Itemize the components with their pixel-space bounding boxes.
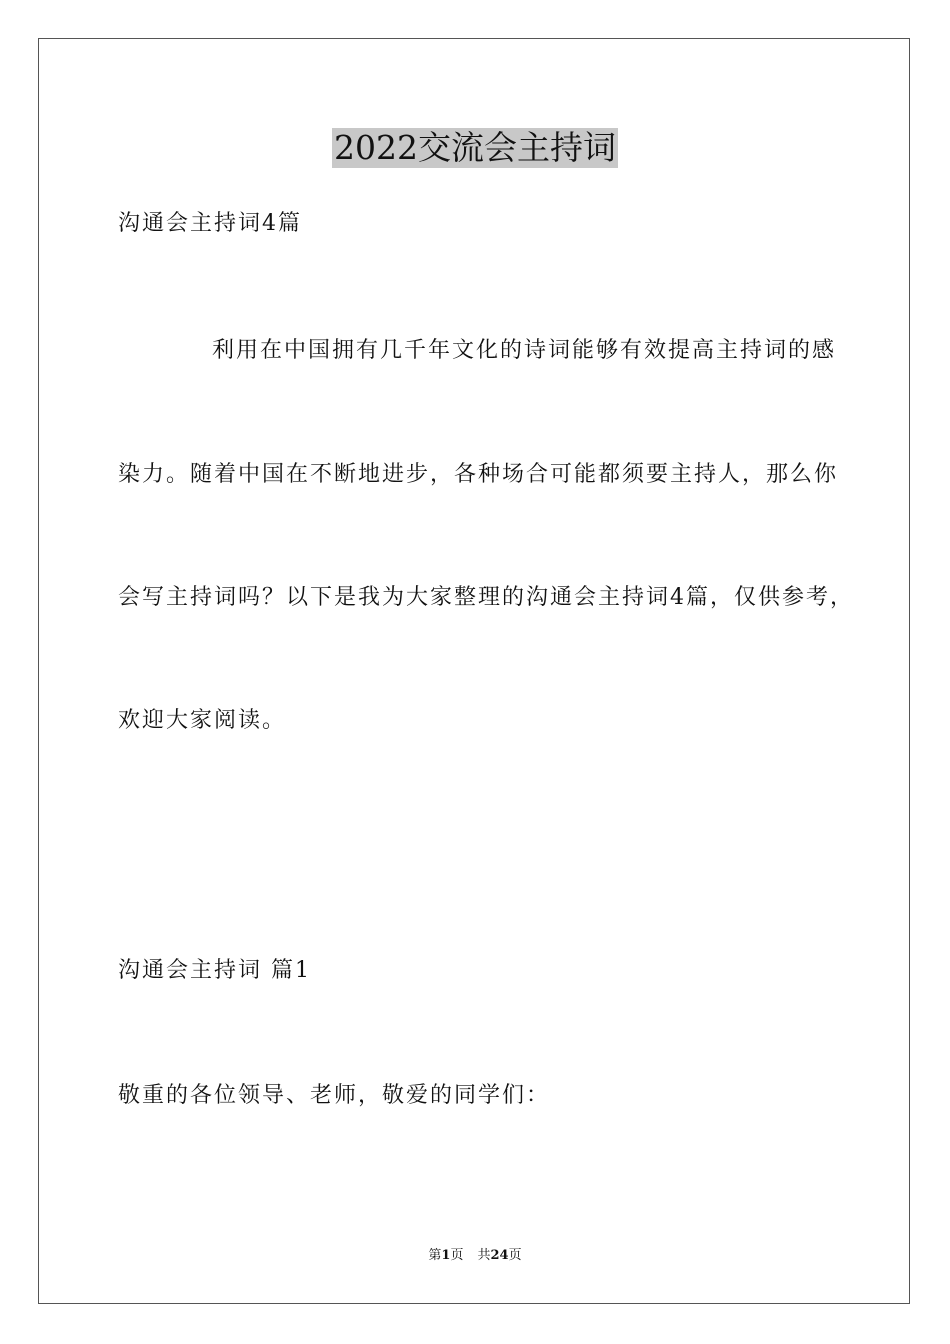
page-prefix: 第: [428, 1248, 442, 1263]
total-suffix: 页: [508, 1248, 522, 1263]
document-title: 2022交流会主持词: [334, 128, 616, 167]
intro-line-2: 染力。随着中国在不断地进步，各种场合可能都须要主持人，那么你: [118, 462, 839, 487]
page-footer: [0, 1247, 950, 1265]
section-heading: 沟通会主持词 篇1: [118, 958, 311, 983]
total-prefix: 共: [477, 1248, 491, 1263]
document-subtitle: 沟通会主持词4篇: [118, 211, 302, 236]
intro-line-1: 利用在中国拥有几千年文化的诗词能够有效提高主持词的感: [212, 338, 837, 363]
intro-line-3: 会写主持词吗？以下是我为大家整理的沟通会主持词4篇，仅供参考，: [118, 585, 854, 610]
page-number: 1: [441, 1248, 451, 1263]
page-suffix: 页: [450, 1248, 464, 1263]
title-container: [0, 128, 950, 168]
total-pages: 24: [490, 1248, 509, 1263]
intro-line-4: 欢迎大家阅读。: [118, 708, 287, 733]
greeting-line: 敬重的各位领导、老师，敬爱的同学们：: [118, 1083, 551, 1108]
